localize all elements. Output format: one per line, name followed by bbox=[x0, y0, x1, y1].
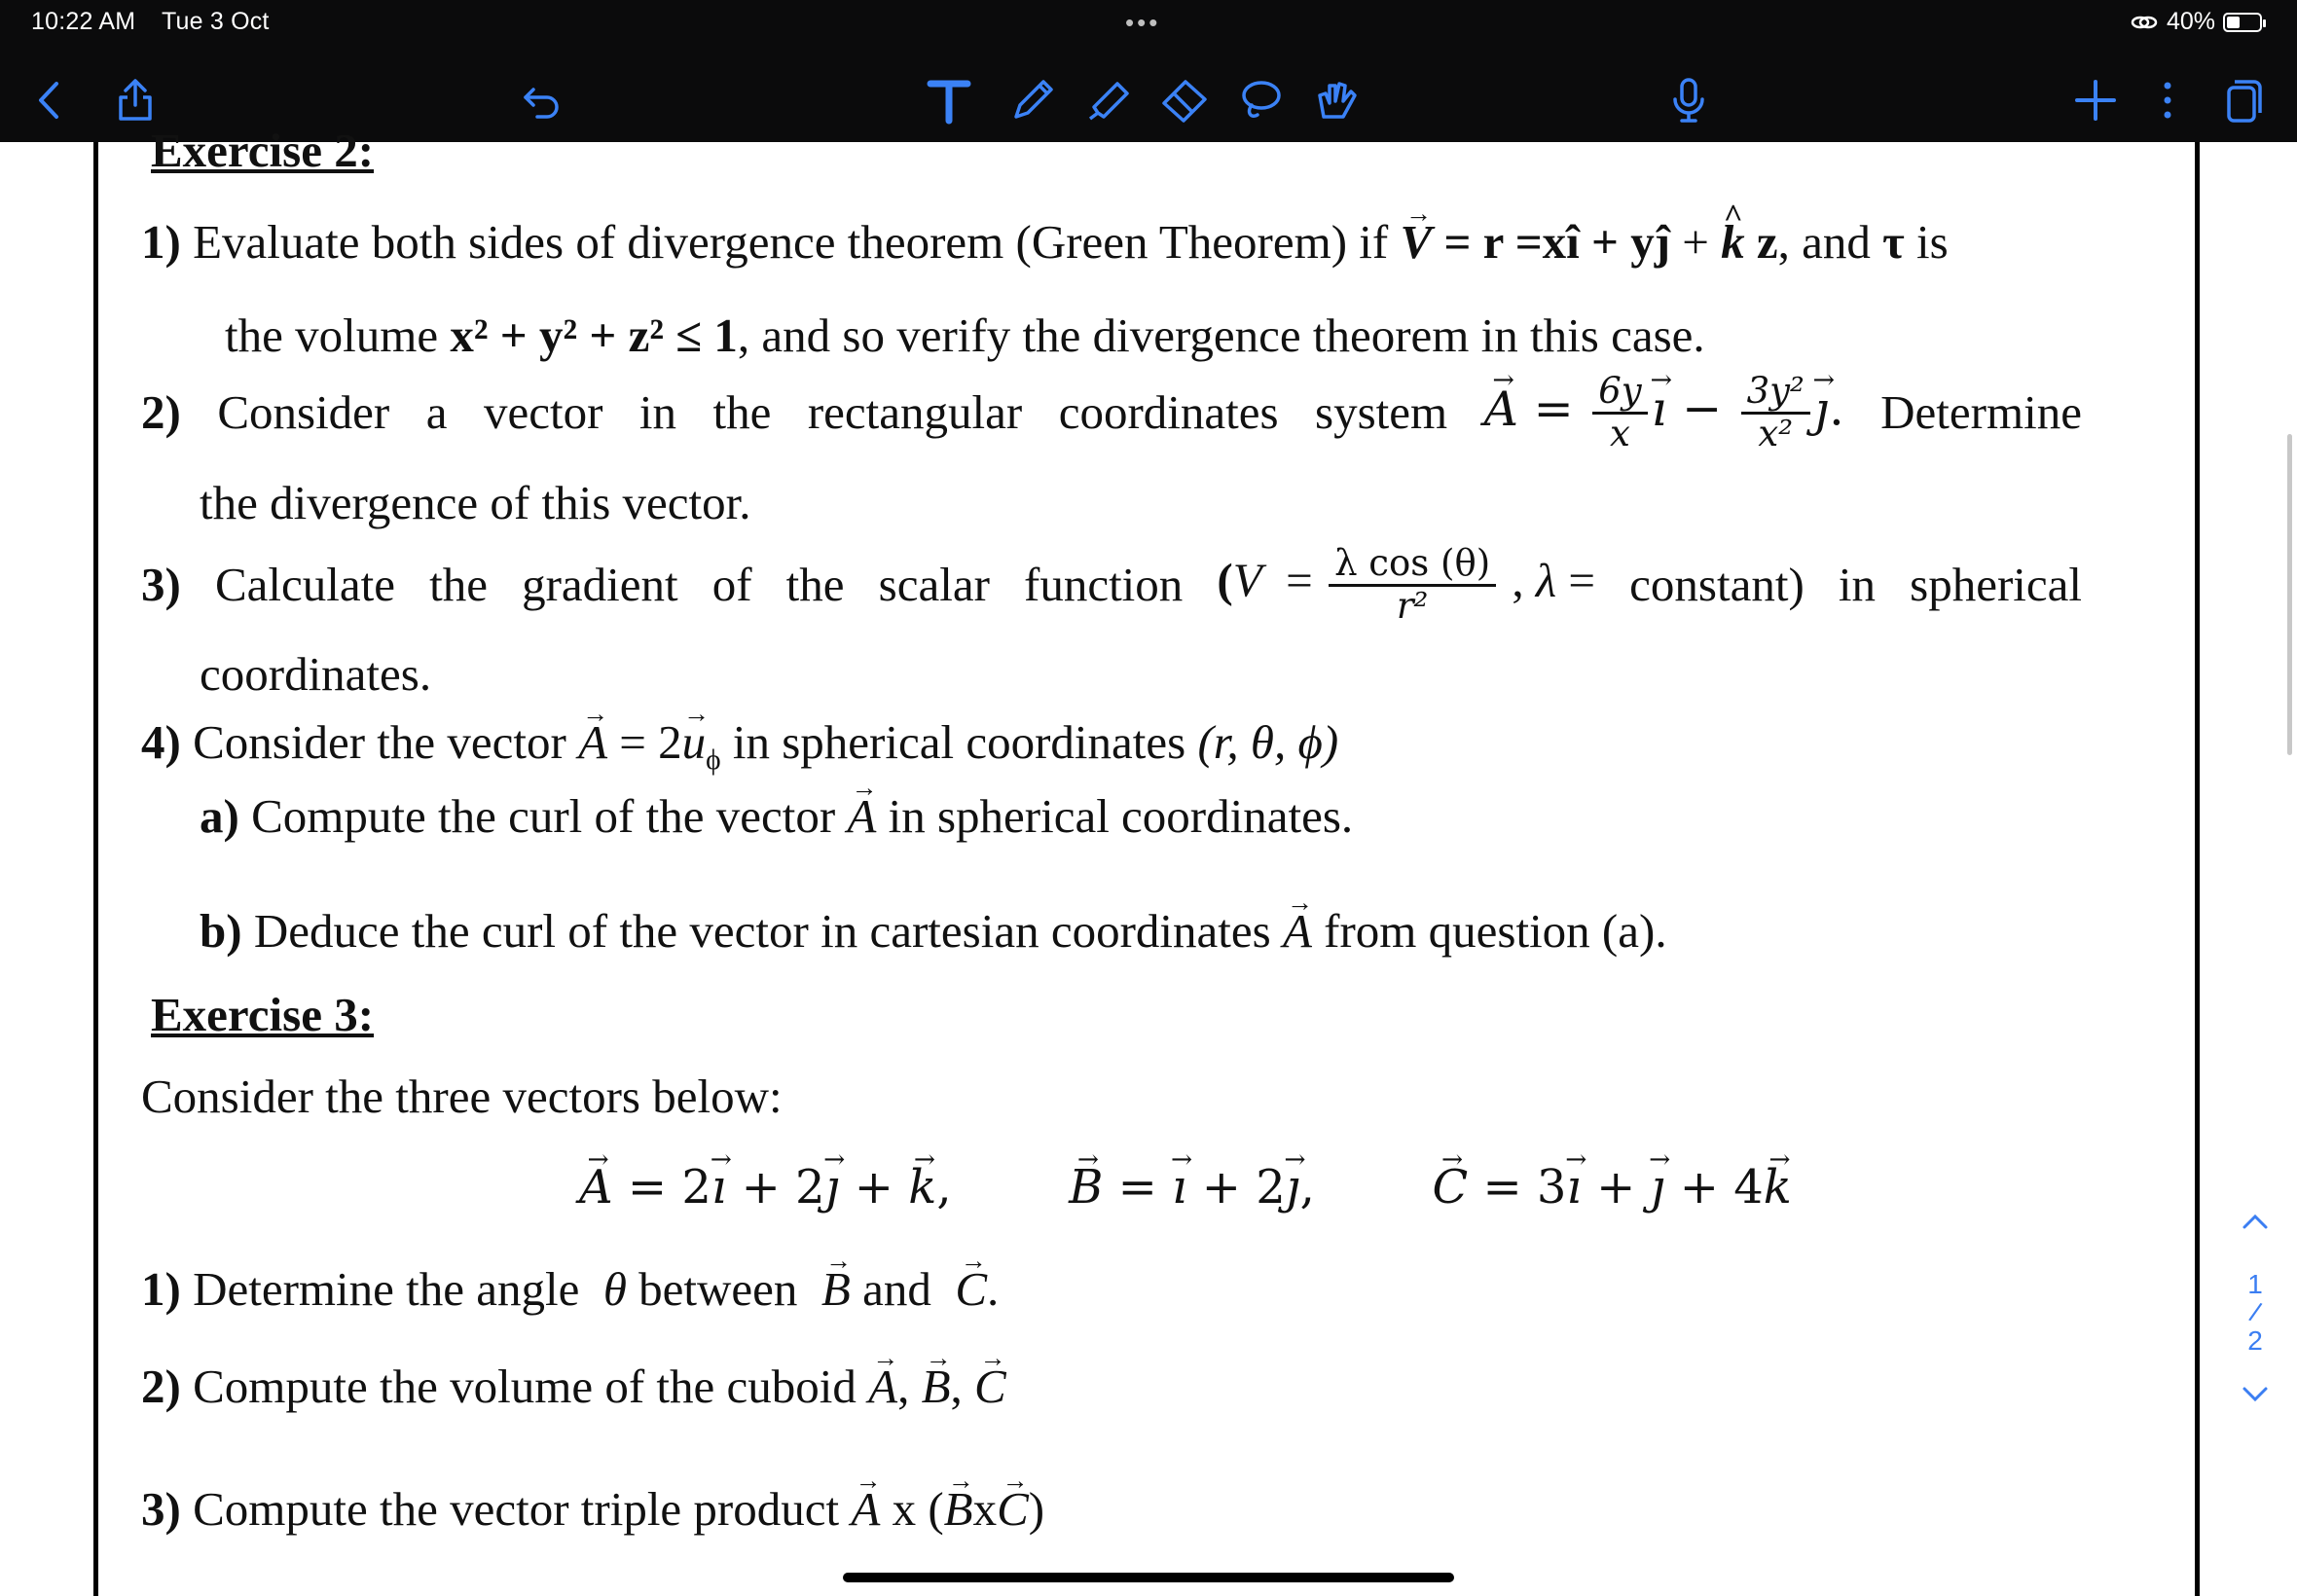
math-text: θ bbox=[602, 1262, 627, 1316]
app-chrome bbox=[0, 0, 2297, 142]
question-text: in spherical coordinates. bbox=[888, 789, 1354, 843]
vector-symbol: → ı bbox=[1652, 381, 1667, 439]
vector-a-definition bbox=[579, 1160, 952, 1215]
vector-symbol: → A bbox=[579, 1160, 613, 1216]
lasso-icon[interactable] bbox=[1234, 74, 1287, 127]
math-text: , bbox=[897, 1360, 910, 1413]
math-text: (r, θ, ϕ) bbox=[1197, 715, 1339, 769]
vector-symbol: → C bbox=[997, 1481, 1029, 1539]
question-word: spherical bbox=[1910, 557, 2082, 611]
question-text: in spherical coordinates bbox=[732, 715, 1186, 769]
math-text: + y bbox=[1591, 215, 1655, 269]
battery-icon bbox=[2223, 13, 2262, 32]
math-text: = r =x bbox=[1443, 215, 1567, 269]
question-word: of bbox=[711, 557, 752, 611]
exercise-2-question-2 bbox=[141, 364, 2082, 461]
question-text: Compute the volume of the cuboid bbox=[193, 1360, 857, 1413]
math-text: z bbox=[1756, 215, 1778, 269]
multitasking-dots[interactable]: ••• bbox=[1125, 8, 1161, 37]
question-word: a bbox=[425, 384, 448, 439]
current-page: 1 bbox=[2247, 1269, 2263, 1299]
next-page-icon[interactable] bbox=[2229, 1380, 2281, 1411]
question-2-line-2: the divergence of this vector. bbox=[200, 476, 751, 529]
fraction bbox=[1741, 369, 1810, 454]
math-text: , bbox=[1512, 553, 1524, 607]
question-text: the volume bbox=[225, 308, 439, 362]
vector-symbol: → B bbox=[821, 1261, 851, 1319]
share-icon[interactable] bbox=[109, 74, 162, 127]
vector-symbol: → ȷ bbox=[1651, 1160, 1665, 1216]
vector-symbol: → ı bbox=[1566, 1160, 1581, 1216]
math-text: + 2 bbox=[1186, 1160, 1286, 1215]
subquestion-label: a) bbox=[200, 789, 239, 843]
question-text: Consider the vector bbox=[193, 715, 566, 769]
question-word: vector bbox=[483, 384, 603, 439]
question-word: the bbox=[785, 557, 845, 611]
math-expression bbox=[1483, 369, 1844, 454]
undo-icon[interactable] bbox=[516, 74, 568, 127]
math-text: + bbox=[1682, 215, 1709, 269]
microphone-icon[interactable] bbox=[1662, 74, 1715, 127]
vector-symbol: → B bbox=[944, 1481, 973, 1539]
question-word: the bbox=[712, 384, 772, 439]
math-text: x ( bbox=[892, 1482, 944, 1536]
question-number: 1) bbox=[141, 1262, 181, 1316]
fraction-denominator: r² bbox=[1396, 584, 1429, 627]
math-text: = bbox=[1103, 1160, 1173, 1215]
math-text: . bbox=[987, 1262, 1000, 1316]
vector-b-definition bbox=[1069, 1160, 1315, 1215]
highlighter-icon[interactable] bbox=[1082, 74, 1135, 127]
math-text: = bbox=[1533, 381, 1574, 437]
question-text: Evaluate both sides of divergence theorem (Green Theorem) if bbox=[193, 215, 1389, 269]
math-text: + bbox=[839, 1160, 909, 1215]
fraction-numerator: λ cos (θ) bbox=[1329, 544, 1496, 587]
question-number: 2) bbox=[141, 384, 181, 439]
fraction bbox=[1329, 541, 1496, 627]
math-text: . bbox=[1829, 381, 1844, 437]
page-navigator bbox=[2229, 1207, 2281, 1411]
math-expression bbox=[1217, 541, 1596, 627]
more-icon[interactable] bbox=[2141, 74, 2194, 127]
math-text: , bbox=[950, 1360, 963, 1413]
exercise-2-heading: Exercise 2: bbox=[151, 124, 375, 177]
document-content bbox=[98, 124, 2195, 1596]
page-separator: / bbox=[2246, 1296, 2265, 1328]
question-number: 3) bbox=[141, 557, 181, 611]
status-date: Tue 3 Oct bbox=[161, 8, 270, 35]
math-text: = bbox=[1286, 553, 1313, 607]
pages-icon[interactable] bbox=[2215, 74, 2268, 127]
vector-symbol: → A bbox=[578, 714, 607, 772]
status-time: 10:22 AM bbox=[31, 8, 136, 35]
fraction-numerator: 6y bbox=[1592, 372, 1647, 415]
fraction-denominator: x bbox=[1610, 412, 1630, 454]
question-word: rectangular bbox=[807, 384, 1023, 439]
question-number: 1) bbox=[141, 215, 181, 269]
vector-symbol: → A bbox=[851, 1481, 880, 1539]
question-word: constant) bbox=[1629, 557, 1805, 611]
question-word: function bbox=[1024, 557, 1184, 611]
vector-symbol: → A bbox=[1484, 381, 1518, 439]
exercise-2-question-3 bbox=[141, 531, 2082, 638]
question-word: in bbox=[638, 384, 677, 439]
question-word: the bbox=[429, 557, 488, 611]
exercise-3-intro: Consider the three vectors below: bbox=[141, 1070, 783, 1123]
question-word: Determine bbox=[1880, 384, 2082, 439]
battery-fill bbox=[2227, 17, 2240, 28]
question-text: , and bbox=[1777, 215, 1871, 269]
eraser-icon[interactable] bbox=[1158, 74, 1211, 127]
vector-symbol: → u bbox=[682, 714, 707, 772]
vector-symbol: → B bbox=[1069, 1160, 1103, 1216]
vector-definitions bbox=[579, 1160, 1792, 1216]
math-text: x bbox=[972, 1482, 998, 1536]
scrollbar[interactable] bbox=[2287, 434, 2292, 755]
question-text: and bbox=[862, 1262, 931, 1316]
fraction bbox=[1592, 369, 1647, 454]
question-3-line-2: coordinates. bbox=[200, 647, 432, 701]
vector-symbol: → B bbox=[922, 1359, 951, 1416]
question-word: coordinates bbox=[1058, 384, 1279, 439]
question-text: Compute the vector triple product bbox=[193, 1482, 840, 1536]
math-text: = 2 bbox=[619, 715, 682, 769]
exercise-3-question-1 bbox=[141, 1261, 999, 1319]
battery-percent: 40% bbox=[2166, 8, 2215, 35]
question-word: in bbox=[1838, 557, 1877, 611]
math-text: V bbox=[1232, 553, 1262, 607]
vector-symbol: → V bbox=[1401, 214, 1433, 272]
question-word: system bbox=[1315, 384, 1448, 439]
question-text: from question (a). bbox=[1324, 904, 1667, 958]
math-text: ( bbox=[1217, 553, 1233, 607]
question-number: 4) bbox=[141, 715, 181, 769]
question-1-line-2 bbox=[225, 308, 1705, 365]
question-text: Compute the curl of the vector bbox=[251, 789, 836, 843]
vector-symbol: → ȷ bbox=[1814, 381, 1829, 439]
math-text: τ bbox=[1882, 215, 1905, 269]
add-icon[interactable] bbox=[2069, 74, 2122, 127]
math-text: î bbox=[1566, 215, 1580, 269]
vector-symbol: → C bbox=[974, 1359, 1006, 1416]
math-text: x² + y² + z² ≤ 1 bbox=[450, 308, 738, 362]
vector-symbol: → ȷ bbox=[825, 1160, 840, 1216]
exercise-3-question-2 bbox=[141, 1359, 1006, 1416]
math-text: = 3 bbox=[1468, 1160, 1567, 1215]
question-word: Consider bbox=[217, 384, 390, 439]
document-page[interactable] bbox=[93, 124, 2200, 1596]
vector-symbol: → k bbox=[908, 1160, 936, 1216]
exercise-3-heading: Exercise 3: bbox=[151, 988, 375, 1041]
math-text: − bbox=[1681, 381, 1723, 437]
exercise-2-question-4 bbox=[141, 714, 1338, 778]
vector-symbol: ^ k bbox=[1721, 214, 1745, 272]
question-text: between bbox=[638, 1262, 798, 1316]
subquestion-label: b) bbox=[200, 904, 242, 958]
math-text: + bbox=[1581, 1160, 1651, 1215]
vector-symbol: → ȷ bbox=[1286, 1160, 1300, 1216]
math-text: ĵ bbox=[1654, 215, 1671, 269]
vector-symbol: → C bbox=[955, 1261, 987, 1319]
previous-page-icon[interactable] bbox=[2229, 1207, 2281, 1246]
back-icon[interactable] bbox=[23, 74, 76, 127]
question-word: Calculate bbox=[214, 557, 395, 611]
question-number: 3) bbox=[141, 1482, 181, 1536]
fraction-numerator: 3y² bbox=[1741, 372, 1810, 415]
math-text: + 4 bbox=[1664, 1160, 1764, 1215]
math-text: = bbox=[1568, 553, 1596, 607]
vector-symbol: → A bbox=[847, 788, 876, 846]
subscript: ϕ bbox=[706, 744, 721, 776]
hand-icon[interactable] bbox=[1310, 74, 1363, 127]
question-word: gradient bbox=[522, 557, 678, 611]
math-text: , bbox=[936, 1160, 952, 1215]
exercise-3-question-3 bbox=[141, 1481, 1044, 1539]
text-tool-icon[interactable] bbox=[923, 74, 975, 127]
question-number: 2) bbox=[141, 1360, 181, 1413]
pen-icon[interactable] bbox=[1006, 74, 1059, 127]
link-icon bbox=[2130, 12, 2159, 33]
vector-c-definition bbox=[1432, 1160, 1791, 1215]
question-text: Determine the angle bbox=[193, 1262, 580, 1316]
exercise-2-question-1 bbox=[141, 214, 2074, 272]
math-text: = 2 bbox=[612, 1160, 711, 1215]
vector-symbol: → k bbox=[1764, 1160, 1792, 1216]
question-word: scalar bbox=[878, 557, 990, 611]
question-4b bbox=[200, 903, 1667, 961]
vector-symbol: → ı bbox=[1172, 1160, 1186, 1216]
status-bar-left bbox=[31, 8, 289, 36]
math-text: λ bbox=[1535, 553, 1557, 607]
math-text: + 2 bbox=[726, 1160, 825, 1215]
vector-symbol: → ı bbox=[711, 1160, 726, 1216]
question-text: Deduce the curl of the vector in cartesian coordinates bbox=[253, 904, 1271, 958]
math-text: , bbox=[1299, 1160, 1315, 1215]
vector-symbol: → A bbox=[1283, 903, 1312, 961]
question-text: , and so verify the divergence theorem in this case. bbox=[737, 308, 1705, 362]
vector-symbol: → C bbox=[1432, 1160, 1468, 1216]
question-4a bbox=[200, 788, 1353, 846]
question-text: is bbox=[1916, 215, 1949, 269]
vector-symbol: → A bbox=[868, 1359, 897, 1416]
fraction-denominator: x² bbox=[1758, 412, 1794, 454]
math-text: ) bbox=[1028, 1482, 1045, 1536]
total-pages: 2 bbox=[2247, 1325, 2263, 1356]
status-bar-right bbox=[2130, 8, 2262, 36]
home-indicator[interactable] bbox=[843, 1573, 1454, 1582]
